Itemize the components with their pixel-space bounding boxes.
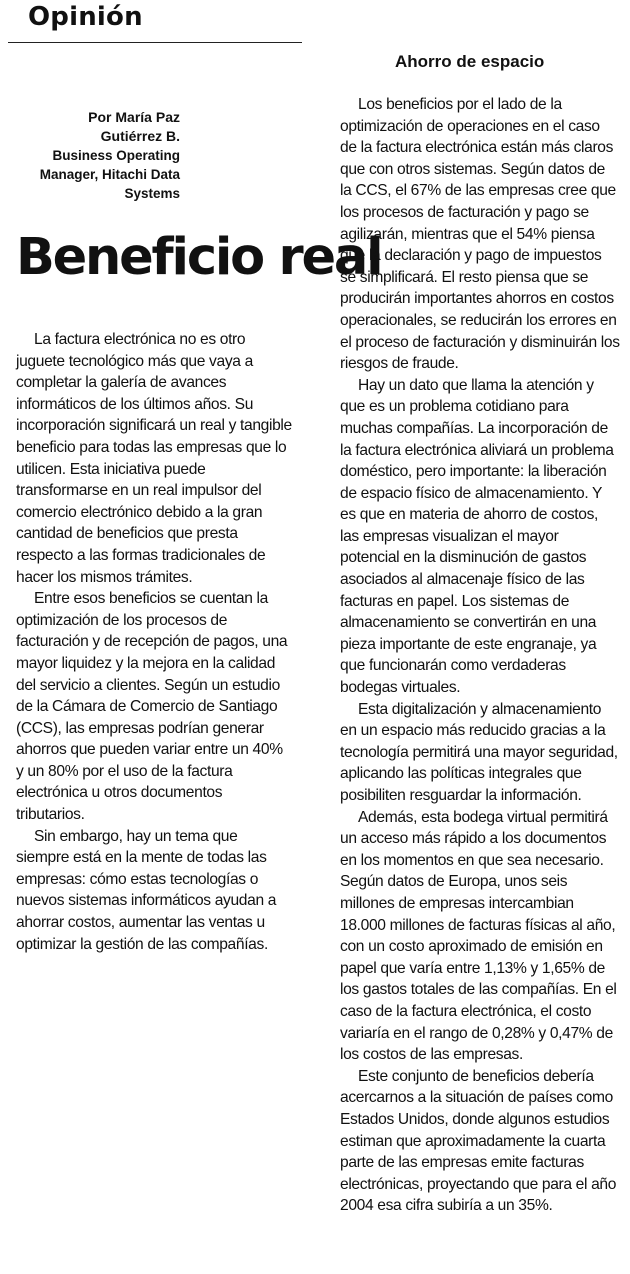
author-name-line1: Por María Paz xyxy=(88,109,180,125)
paragraph: Hay un dato que llama la atención y que es un problema cotidiano para muchas compañías. La incorporación de la factura electrónica aliviará un problema doméstico, pero importante: la liberación de espacio físico de almacenamiento. Y es que en materia de ahorro de costos, las empresas visualizan el mayor potencial en la disminución de gastos asociados al almacenaje físico de las facturas en papel. Los sistemas de almacenamiento se convertirán en una pieza importante de este engranaje, ya que funcionarán como verdaderas bodegas virtuales. xyxy=(340,376,614,697)
left-column xyxy=(16,329,292,955)
paragraph: La factura electrónica no es otro juguete tecnológico más que vaya a completar la galería de avances informáticos de los últimos años. Su incorporación significará un real y tangible beneficio para todas las empresas que lo utilicen. Esta iniciativa puede transformarse en un real impulsor del comercio electrónico debido a la gran cantidad de beneficios que presta respecto a las formas tradicionales de hacer los mismos trámites. xyxy=(16,331,292,586)
author-role-line3: Systems xyxy=(124,186,180,201)
paragraph: Además, esta bodega virtual permitirá un acceso más rápido a los documentos en los momentos en que sea necesario. Según datos de Europa, unos seis millones de empresas intercambian 18.000 millones de facturas físicas al año, con un costo aproximado de emisión en papel que varía entre 1,13% y 1,65% de los gastos totales de las compañías. En el caso de la factura electrónica, el costo variaría en el rango de 0,28% y 0,47% de los costos de las empresas. xyxy=(340,808,617,1064)
section-label: Opinión xyxy=(28,2,143,32)
paragraph: Sin embargo, hay un tema que siempre está en la mente de todas las empresas: cómo estas tecnologías o nuevos sistemas informáticos ayudan a ahorrar costos, aumentar las ventas u optimizar la gestión de las compañías. xyxy=(16,827,277,953)
section-header xyxy=(8,2,302,43)
article-headline: Beneficio real xyxy=(16,228,382,287)
right-column xyxy=(340,94,620,1217)
paragraph: Esta digitalización y almacenamiento en un espacio más reducido gracias a la tecnología permitirá una mayor seguridad, aplicando las políticas integrales que posibiliten resguardar la información. xyxy=(340,700,618,804)
paragraph: Este conjunto de beneficios debería acercarnos a la situación de países como Estados Unidos, donde algunos estudios estiman que aproximadamente la cuarta parte de las empresas emite facturas electrónicas, proyectando que para el año 2004 esa cifra subiría a un 35%. xyxy=(340,1067,617,1215)
paragraph: Los beneficios por el lado de la optimización de operaciones en el caso de la factura electrónica están más claros que con otros sistemas. Según datos de la CCS, el 67% de las empresas cree que los procesos de facturación y pago se agilizarán, mientras que el 54% piensa que la declaración y pago de impuestos se simplificará. El resto piensa que se producirán importantes ahorros en costos operacionales, se reducirán los errores en el proceso de facturación y disminuirán los riesgos de fraude. xyxy=(340,96,620,373)
paragraph: Entre esos beneficios se cuentan la optimización de los procesos de facturación y de recepción de pagos, una mayor liquidez y la mejora en la calidad del servicio a clientes. Según un estudio de la Cámara de Comercio de Santiago (CCS), las empresas podrían generar ahorros que pueden variar entre un 40% y un 80% por el uso de la factura electrónica u otros documentos tributarios. xyxy=(16,590,288,824)
author-role-line1: Business Operating xyxy=(52,148,180,163)
author-name-line2: Gutiérrez B. xyxy=(100,128,180,144)
subheading: Ahorro de espacio xyxy=(395,52,545,71)
author-role-line2: Manager, Hitachi Data xyxy=(39,167,180,182)
byline xyxy=(20,108,180,203)
